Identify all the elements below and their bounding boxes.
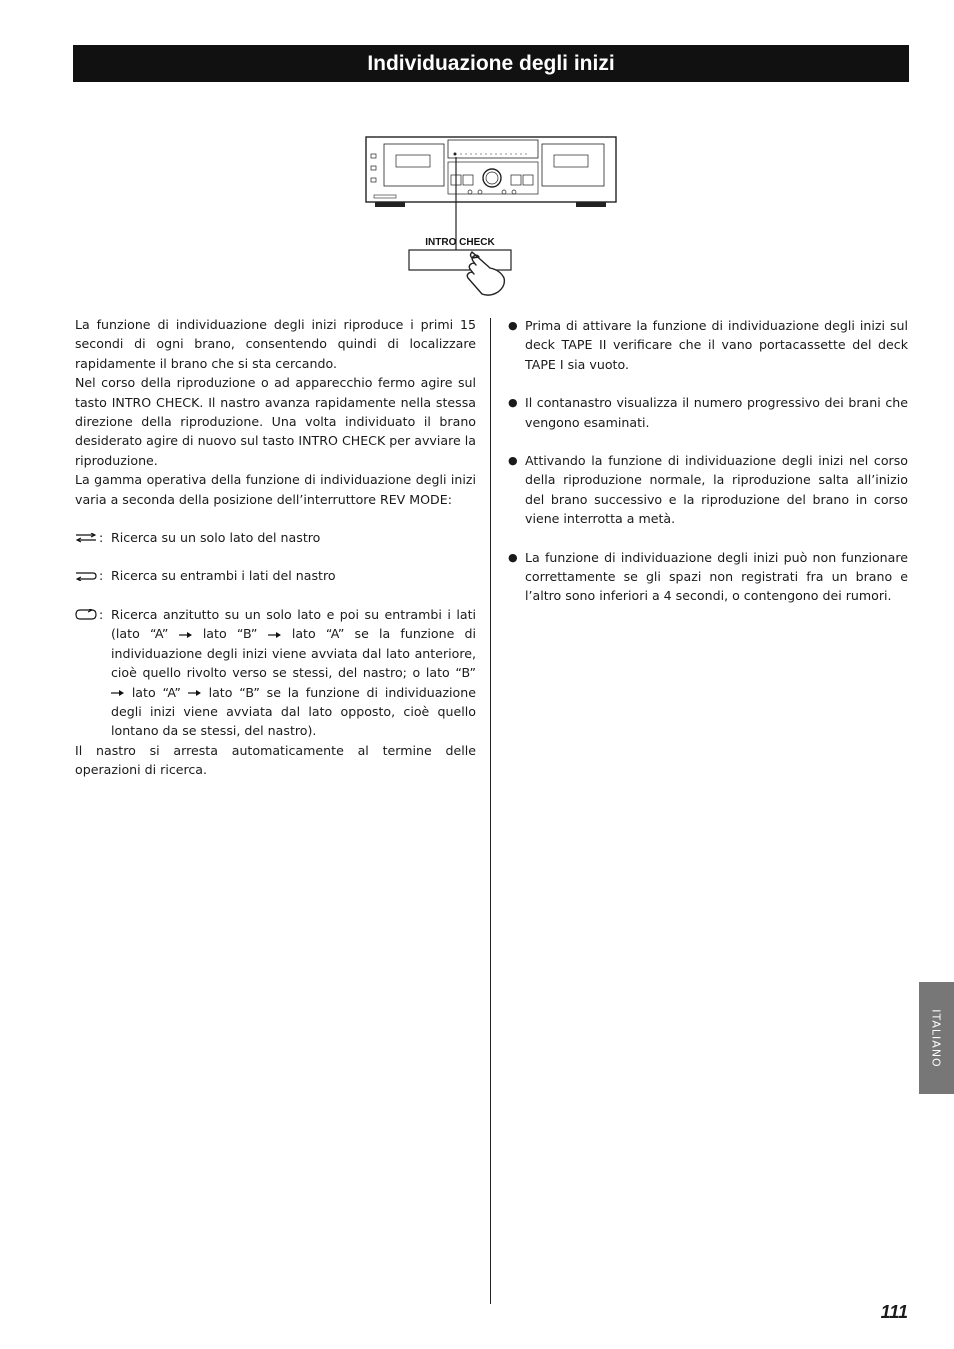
usage-paragraph: Nel corso della riproduzione o ad apparecchio fermo agire sul tasto INTRO CHECK. Il nastro avanza rapidamente nella stessa direzione della riproduzione. Una volta individuato il brano desiderato agire di nuovo sul tasto INTRO CHECK per avviare la riproduzione. — [75, 375, 476, 468]
one-way-mode-icon — [75, 528, 99, 547]
mode-two-way-text: Ricerca su entrambi i lati del nastro — [111, 568, 336, 584]
auto-stop-paragraph: Il nastro si arresta automaticamente al termine delle operazioni di ricerca. — [75, 742, 476, 778]
note-text: Il contanastro visualizza il numero progressivo dei brani che vengono esaminati. — [525, 395, 908, 430]
right-arrow-icon — [188, 689, 202, 697]
right-arrow-icon — [111, 689, 125, 697]
continuous-mode-icon — [75, 605, 99, 624]
page-title — [73, 45, 909, 82]
left-column — [75, 315, 476, 780]
intro-paragraph: La funzione di individuazione degli inizi riproduce i primi 15 secondi di ogni brano, consentendo quindi di localizzare rapidamente il brano che si sta cercando. — [75, 317, 476, 371]
page-number: 111 — [880, 1302, 908, 1322]
mode-continuous-text-2: lato “B” — [202, 626, 258, 642]
mode-continuous-text-1: Ricerca anzitutto su un solo lato e poi su entrambi i lati (lato “A” — [111, 606, 476, 642]
page-title-text: Individuazione degli inizi — [367, 51, 615, 75]
column-divider — [490, 318, 491, 1304]
rev-mode-paragraph: La gamma operativa della funzione di individuazione degli inizi varia a seconda della posizione dell’interruttore REV MODE: — [75, 472, 476, 507]
mode-continuous-text — [111, 605, 476, 741]
note-item — [508, 548, 908, 606]
cassette-deck-illustration — [360, 130, 625, 300]
right-arrow-icon — [268, 631, 282, 639]
note-item — [508, 393, 908, 432]
mode-one-way-text: Ricerca su un solo lato del nastro — [111, 530, 321, 546]
bullet-icon: ● — [508, 454, 518, 468]
right-arrow-icon — [179, 631, 193, 639]
note-text: La funzione di individuazione degli inizi può non funzionare correttamente se gli spazi non registrati fra un brano e l’altro sono inferiori a 4 secondi, o contengono dei rumori. — [525, 549, 908, 604]
mode-continuous-text-3: lato “A” se la funzione di individuazione degli inizi viene avviata dal lato anteriore, cioè quello rivolto verso se stessi, del nastro; o lato “B” — [111, 626, 477, 681]
bullet-icon: ● — [508, 550, 518, 564]
intro-check-label: INTRO CHECK — [425, 237, 495, 248]
note-text: Attivando la funzione di individuazione degli inizi nel corso della riproduzione normale, la riproduzione salta all’inizio del brano successivo e la riproduzione del brano in corso viene interrotta a metà. — [525, 453, 908, 527]
language-tab-label: ITALIANO — [930, 1008, 944, 1068]
bullet-icon: ● — [508, 396, 518, 410]
mode-continuous-text-4: lato “A” — [131, 684, 181, 700]
mode-continuous-text-5: lato “B” se la funzione di individuazione degli inizi viene avviata dal lato opposto, cioè quello lontano da se stessi, del nastro). — [111, 684, 476, 739]
mode-two-way: : Ricerca su entrambi i lati del nastro — [75, 566, 476, 585]
note-text: Prima di attivare la funzione di individuazione degli inizi sul deck TAPE II verificare che il vano portacassette del deck TAPE I sia vuoto. — [525, 318, 908, 372]
language-tab — [919, 982, 954, 1094]
note-item — [508, 316, 908, 374]
mode-one-way: : Ricerca su un solo lato del nastro — [75, 528, 476, 547]
bullet-icon: ● — [508, 319, 518, 332]
right-column — [508, 316, 908, 606]
mode-continuous: : Ricerca anzitutto su un solo lato e poi su entrambi i lati (lato “A” lato “B” lato “A” se la funzione di individuazione degli inizi viene avviata dal lato anteriore, cioè quello rivolto verso se stessi, del nastro; o lato “B” lato “A” lato “B” se la funzione di individuazione degli inizi viene avviata dal lato opposto, cioè quello lontano da se stessi, del nastro). — [75, 605, 476, 741]
note-item — [508, 451, 908, 529]
two-way-mode-icon — [75, 566, 99, 585]
